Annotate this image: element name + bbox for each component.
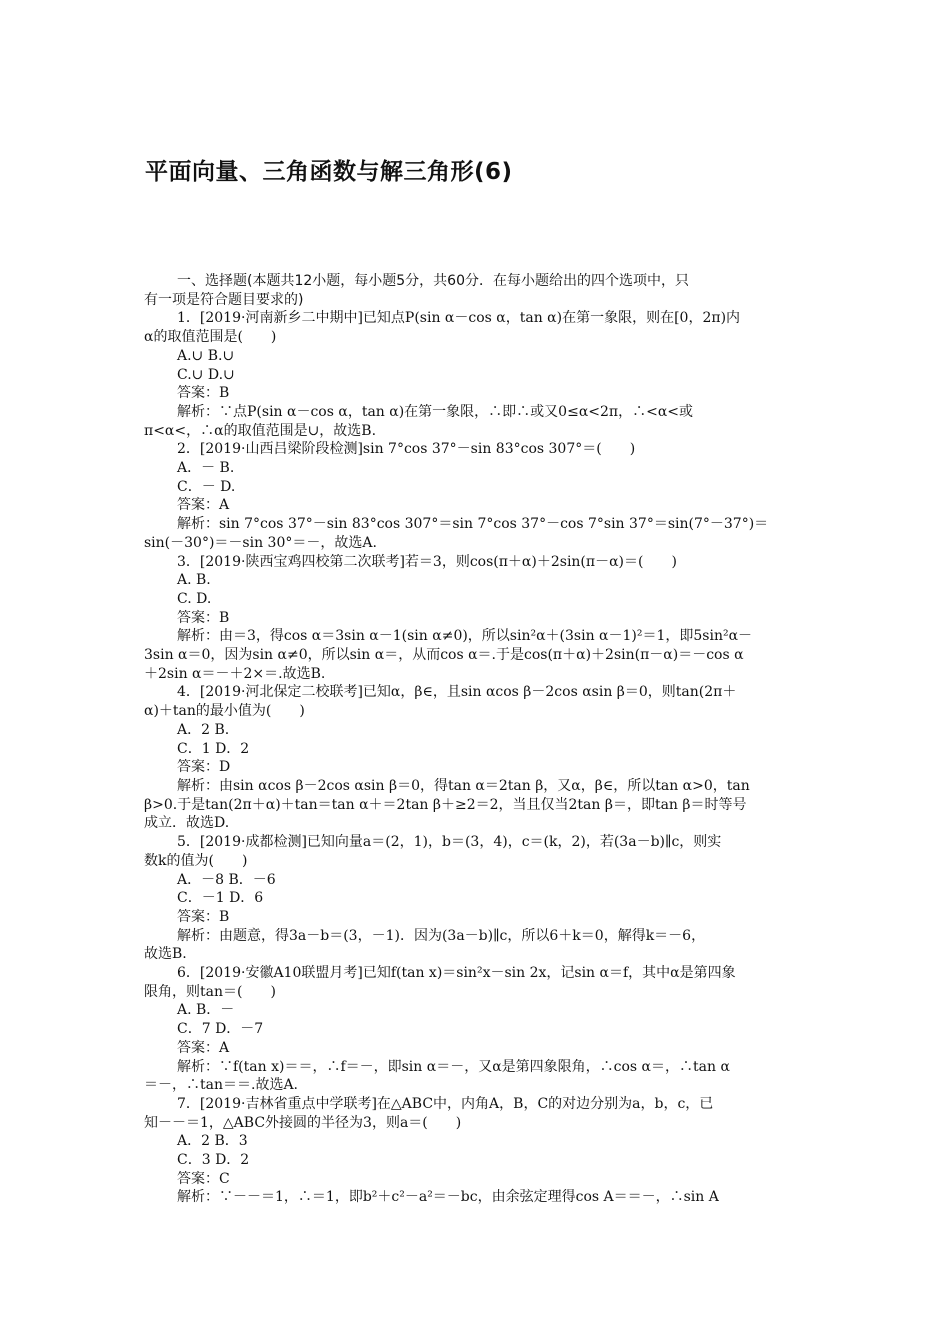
text-line: 数k的值为( )	[144, 852, 248, 869]
text-line: A．2 B.	[177, 721, 230, 738]
text-line: 解析：sin 7°cos 37°－sin 83°cos 307°＝sin 7°cos 37°－cos 7°sin 37°＝sin(7°－37°)＝	[177, 516, 769, 533]
text-line: 答案：B	[177, 609, 230, 626]
text-line: C．1 D．2	[177, 740, 250, 757]
text-line: C．－ D.	[177, 478, 236, 495]
text-line: C．7 D．－7	[177, 1021, 264, 1038]
text-line: 2．[2019·山西吕梁阶段检测]sin 7°cos 37°－sin 83°cos 307°＝( )	[177, 441, 636, 458]
text-line: 3．[2019·陕西宝鸡四校第二次联考]若＝3，则cos(π＋α)＋2sin(π－α)＝( )	[177, 553, 677, 570]
text-line: 答案：D	[177, 759, 231, 776]
text-line: A．－ B.	[177, 460, 235, 477]
text-line: A．2 B．3	[177, 1133, 248, 1150]
text-line: C. D.	[177, 590, 212, 607]
text-line: β>0.于是tan(2π＋α)＋tan＝tan α＋＝2tan β＋≥2＝2，当且仅当2tan β＝，即tan β＝时等号	[144, 796, 747, 813]
text-line: A．－8 B．－6	[177, 871, 276, 888]
text-line: 答案：A	[177, 497, 230, 514]
text-line: 限角，则tan＝( )	[144, 983, 276, 1000]
text-line: C．3 D．2	[177, 1152, 250, 1169]
text-line: α)＋tan的最小值为( )	[144, 703, 305, 720]
text-line: 答案：B	[177, 908, 230, 925]
text-line: 1．[2019·河南新乡二中期中]已知点P(sin α－cos α，tan α)在第一象限，则在[0，2π)内	[177, 310, 741, 327]
text-line: 5．[2019·成都检测]已知向量a＝(2，1)，b＝(3，4)，c＝(k，2)，若(3a－b)∥c，则实	[177, 834, 722, 851]
text-line: α的取值范围是( )	[144, 329, 277, 346]
text-line: 3sin α＝0，因为sin α≠0，所以sin α＝，从而cos α＝.于是cos(π＋α)＋2sin(π－α)＝－cos α	[144, 647, 744, 664]
text-line: π<α<，∴α的取值范围是∪，故选B.	[144, 422, 377, 439]
text-line: 解析：由题意，得3a－b＝(3，－1)．因为(3a－b)∥c，所以6＋k＝0，解得k＝－6，	[177, 927, 706, 944]
text-line: 7．[2019·吉林省重点中学联考]在△ABC中，内角A，B，C的对边分别为a，b，c，已	[177, 1095, 714, 1112]
page-title: 平面向量、三角函数与解三角形(6)	[145, 159, 513, 185]
text-line: 解析：∵点P(sin α－cos α，tan α)在第一象限，∴即∴或又0≤α<2π，∴<α<或	[177, 403, 694, 420]
text-line: 6．[2019·安徽A10联盟月考]已知f(tan x)＝sin²x－sin 2x，记sin α＝f，其中α是第四象	[177, 965, 736, 982]
text-line: ＝－，∴tan＝＝.故选A.	[144, 1077, 298, 1094]
text-line: 故选B.	[144, 946, 187, 963]
text-line: 知－－＝1，△ABC外接圆的半径为3，则a＝( )	[144, 1114, 462, 1131]
text-line: 答案：A	[177, 1039, 230, 1056]
text-line: A. B.	[177, 572, 211, 589]
text-line: 成立．故选D.	[144, 815, 230, 832]
text-line: 解析：∵f(tan x)＝＝，∴f＝－，即sin α＝－，又α是第四象限角，∴cos α＝，∴tan α	[177, 1058, 730, 1075]
text-line: 解析：∵－－＝1，∴＝1，即b²＋c²－a²＝－bc，由余弦定理得cos A＝＝－，∴sin A	[177, 1189, 719, 1206]
text-line: 解析：由sin αcos β－2cos αsin β＝0，得tan α＝2tan β，又α，β∈，所以tan α>0，tan	[177, 777, 750, 794]
text-line: A.∪ B.∪	[177, 347, 235, 364]
text-line: A. B．－	[177, 1002, 235, 1019]
text-line: 解析：由＝3，得cos α＝3sin α－1(sin α≠0)，所以sin²α＋(3sin α－1)²＝1，即5sin²α－	[177, 628, 753, 645]
document-body	[144, 272, 808, 1207]
text-line: 有一项是符合题目要求的)	[144, 291, 304, 308]
text-line: sin(－30°)＝－sin 30°＝－，故选A.	[144, 534, 377, 551]
text-line: 答案：B	[177, 385, 230, 402]
text-line: ＋2sin α＝－＋2×＝.故选B.	[144, 665, 326, 682]
text-line: 一、选择题(本题共12小题，每小题5分，共60分．在每小题给出的四个选项中，只	[177, 273, 689, 289]
text-line: C．－1 D．6	[177, 890, 264, 907]
text-line: 答案：C	[177, 1170, 230, 1187]
text-line: 4．[2019·河北保定二校联考]已知α，β∈，且sin αcos β－2cos αsin β＝0，则tan(2π＋	[177, 684, 737, 701]
text-line: C.∪ D.∪	[177, 366, 235, 383]
